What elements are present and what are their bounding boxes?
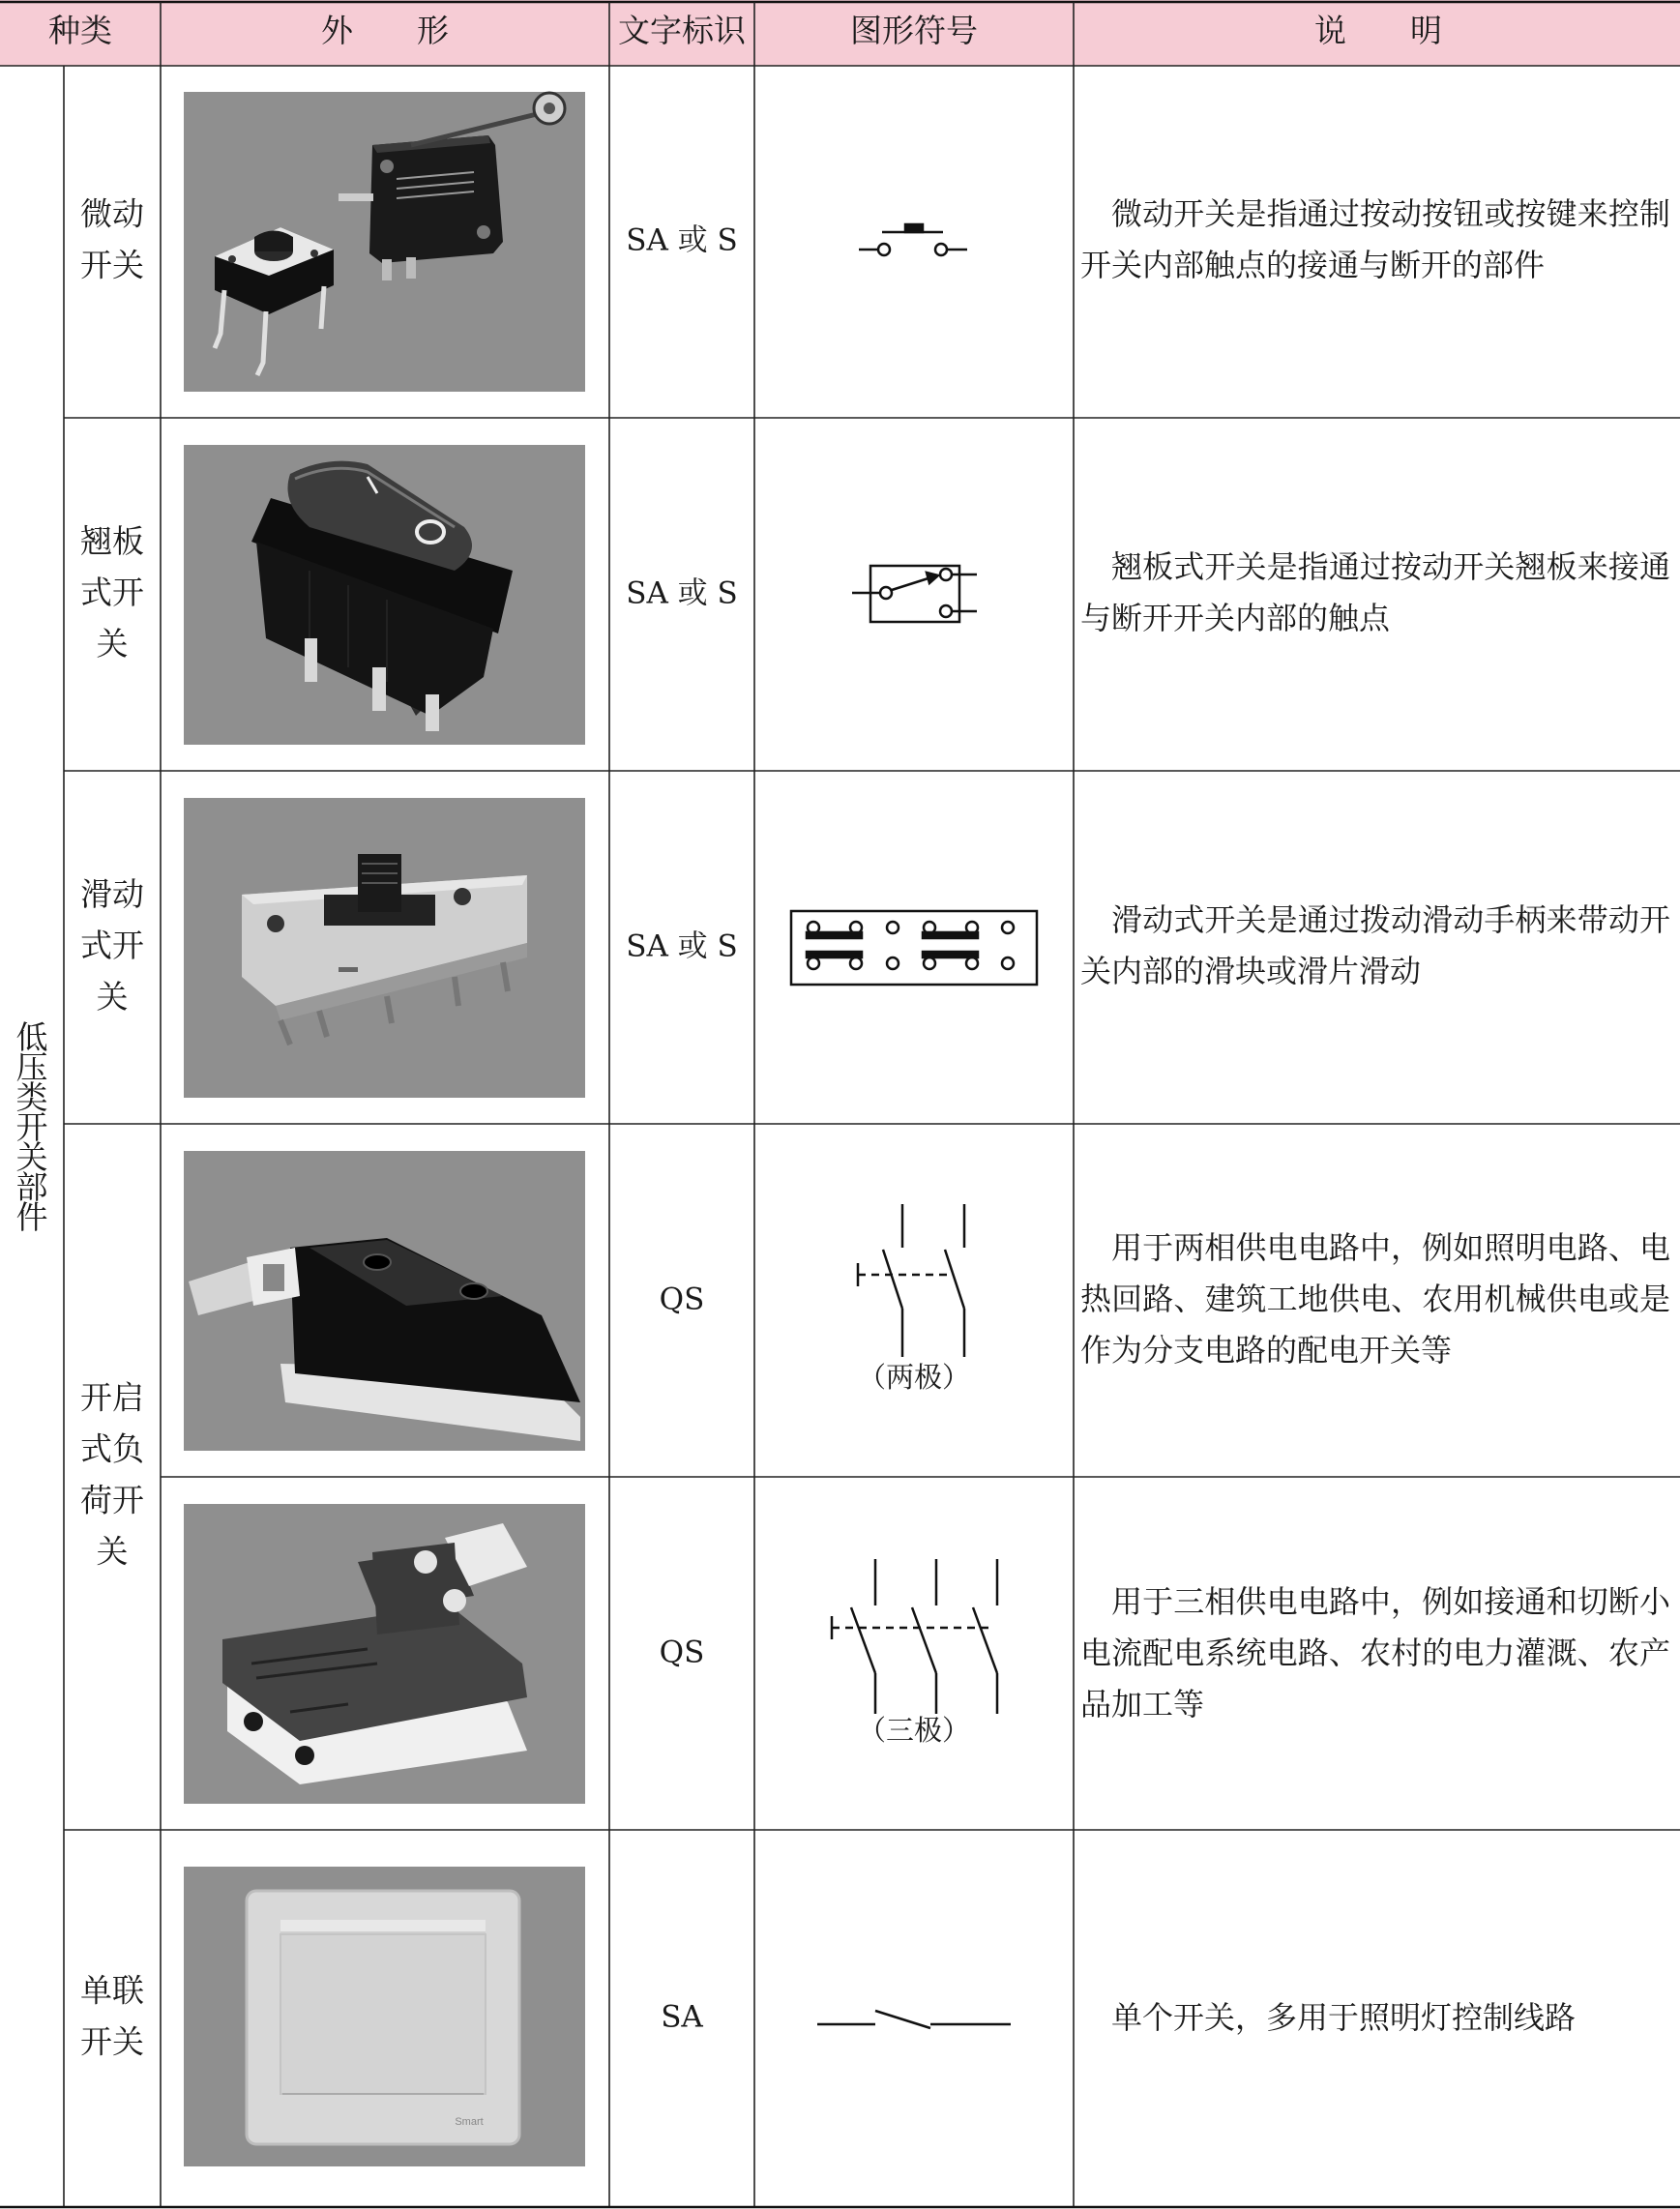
header-shape: 外 形 (321, 12, 449, 49)
code-label: SA 或 S (626, 928, 738, 964)
group-label-char: 类 (15, 1078, 48, 1116)
photo-two-pole-load-switch (184, 1151, 585, 1451)
header-code: 文字标识 (618, 12, 746, 49)
code-label: SA 或 S (626, 222, 738, 258)
desc-microswitch: 微动开关是指通过按动按钮或按键来控制开关内部触点的接通与断开的部件 (1080, 195, 1670, 283)
photo-three-pole-load-switch (184, 1504, 585, 1804)
group-label (16, 1018, 48, 1236)
code-label: SA 或 S (626, 575, 738, 611)
slide-switch-symbol (791, 911, 1037, 985)
code-label: QS (659, 1635, 705, 1670)
desc-rocker-switch: 翘板式开关是指通过按动开关翘板来接通与断开开关内部的触点 (1080, 548, 1670, 636)
header-symbol: 图形符号 (850, 12, 978, 49)
category-label-line: 关 (96, 978, 129, 1016)
group-label-char: 低 (15, 1018, 48, 1056)
category-label-line: 荷开 (80, 1481, 144, 1519)
photo-microswitch (184, 92, 585, 392)
code-label: QS (659, 1281, 705, 1317)
three-pole-switch-symbol (832, 1559, 997, 1714)
category-label-line: 关 (96, 625, 129, 663)
group-label-char: 开 (15, 1108, 48, 1146)
push-button-switch-symbol (859, 224, 967, 255)
group-label-char: 部 (15, 1168, 48, 1206)
category-label-line: 关 (96, 1532, 129, 1571)
two-pole-note: （两极） (857, 1361, 971, 1394)
category-label-line: 开启 (80, 1378, 144, 1417)
category-label-line: 滑动 (80, 875, 144, 913)
category-label-line: 式开 (80, 927, 144, 964)
category-label-line: 式负 (80, 1429, 144, 1468)
desc-three-pole-switch: 用于三相供电电路中，例如接通和切断小电流配电系统电路、农村的电力灌溉、农产品加工等 (1080, 1583, 1670, 1723)
photo-single-gang-switch (184, 1867, 585, 2166)
category-labels (80, 195, 144, 2061)
category-label-line: 单联 (80, 1971, 144, 2010)
category-label-line: 式开 (80, 574, 144, 611)
group-label-char: 件 (15, 1198, 48, 1236)
switch-brand-label: Smart (455, 2116, 484, 2128)
header-desc: 说 明 (1314, 12, 1442, 49)
desc-single-gang-switch: 单个开关，多用于照明灯控制线路 (1111, 1999, 1577, 2036)
group-label-char: 关 (15, 1138, 48, 1176)
photo-slide-switch (184, 798, 585, 1098)
single-switch-symbol (817, 2011, 1011, 2028)
rocker-switch-symbol (852, 566, 977, 622)
desc-two-pole-switch: 用于两相供电电路中，例如照明电路、电热回路、建筑工地供电、农用机械供电或是作为分支电路的配电开关等 (1080, 1229, 1670, 1369)
category-label-line: 开关 (80, 246, 144, 284)
two-pole-switch-symbol (858, 1204, 964, 1357)
category-label-line: 翘板 (80, 522, 144, 560)
three-pole-note: （三极） (857, 1714, 971, 1747)
code-column (626, 223, 738, 2035)
header-type: 种类 (48, 12, 112, 49)
photo-rocker-switch (184, 445, 585, 745)
desc-slide-switch: 滑动式开关是通过拨动滑动手柄来带动开关内部的滑块或滑片滑动 (1080, 901, 1670, 989)
category-label-line: 开关 (80, 2022, 144, 2061)
category-label-line: 微动 (80, 194, 144, 233)
group-label-char: 压 (15, 1048, 48, 1086)
code-label: SA (661, 1999, 703, 2035)
